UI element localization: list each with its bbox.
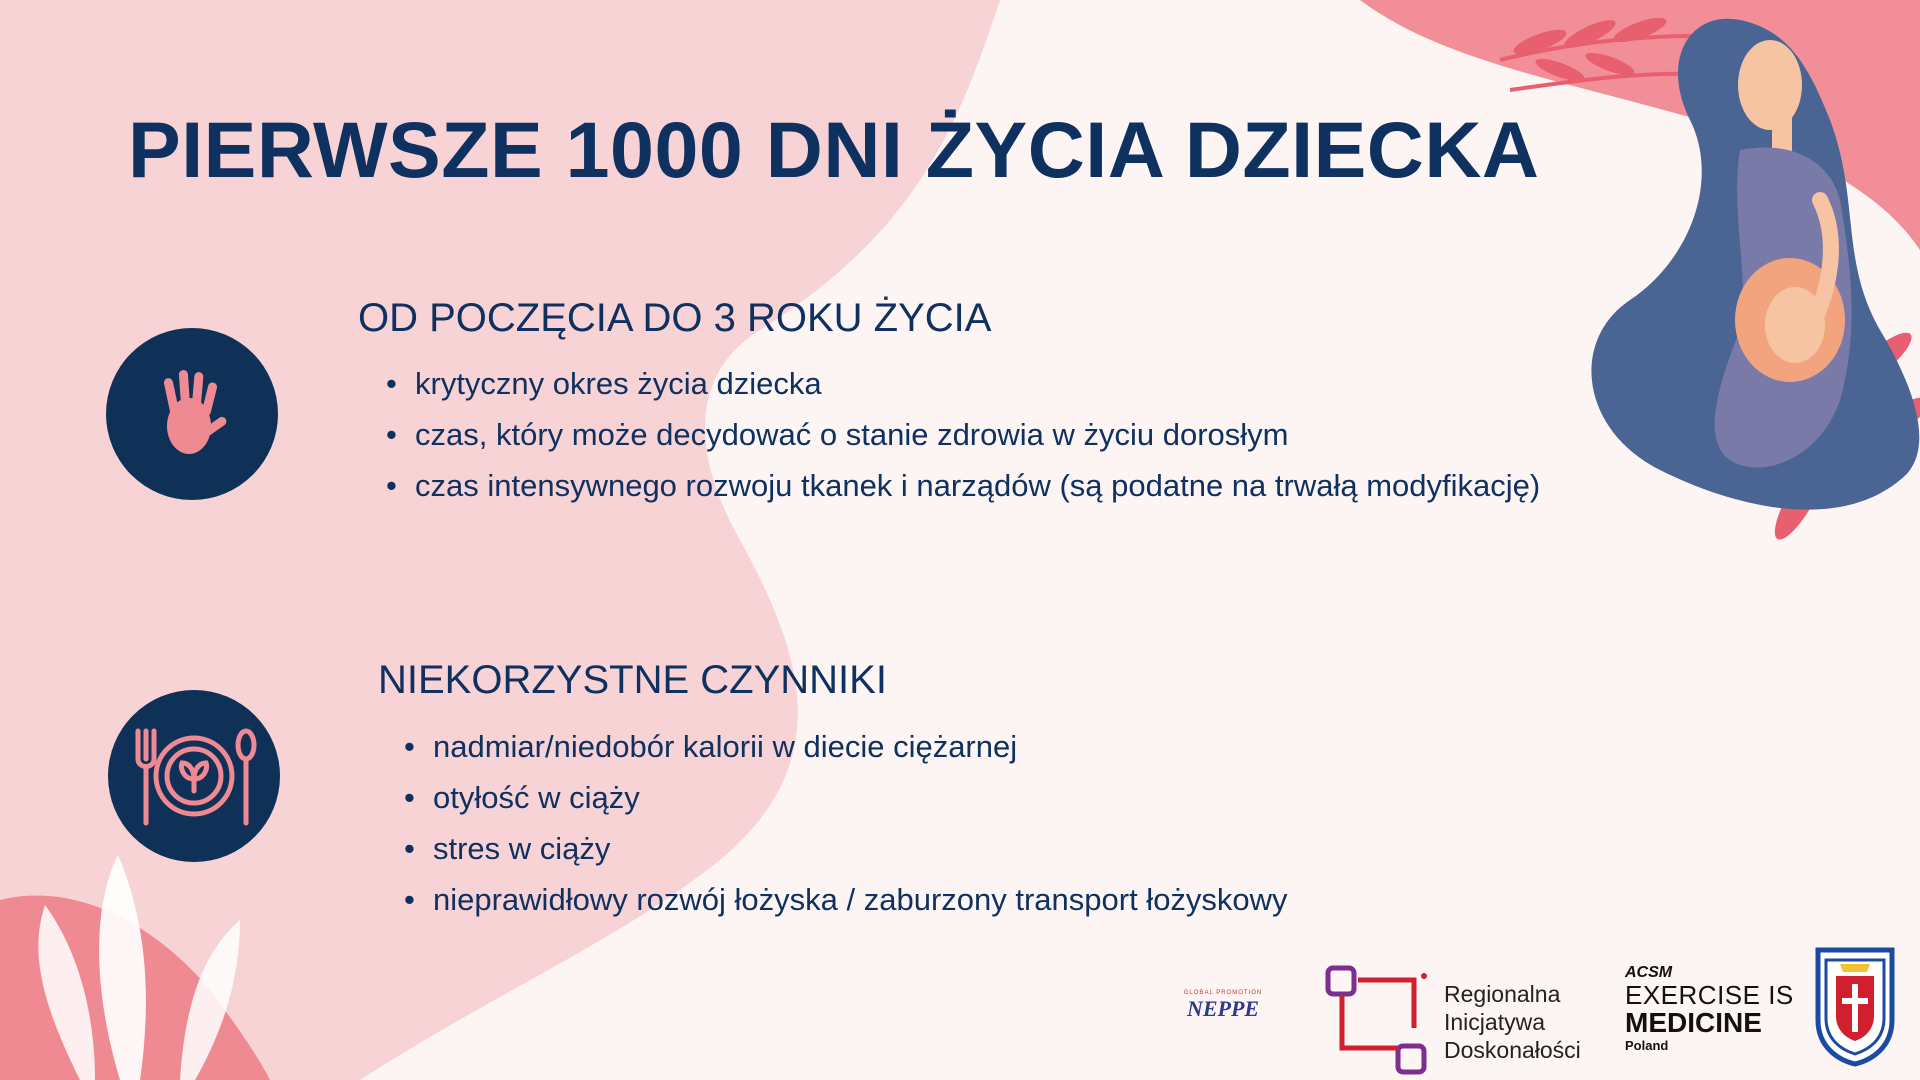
aem-line-1: EXERCISE IS — [1625, 980, 1794, 1010]
hand-print-circle — [106, 328, 278, 500]
list-item: • czas intensywnego rozwoju tkanek i narządów (są podatne na trwałą modyfikację) — [386, 460, 1540, 511]
list-item: • stres w ciąży — [404, 823, 1288, 874]
aem-country: Poland — [1625, 1038, 1669, 1053]
aem-acsm: ACSM — [1625, 964, 1673, 981]
rid-logo-mark — [1322, 964, 1432, 1078]
university-crest-logo — [1810, 942, 1900, 1068]
neppe-tag: GLOBAL PROMOTION — [1183, 990, 1263, 996]
rid-line-3: Doskonałości — [1444, 1037, 1581, 1063]
rid-line-1: Regionalna — [1444, 981, 1561, 1007]
bullet-list-conception — [386, 358, 1540, 511]
aem-line-2: MEDICINE — [1625, 1007, 1762, 1038]
exercise-is-medicine-logo — [1625, 964, 1794, 1053]
section-heading-factors: NIEKORZYSTNE CZYNNIKI — [378, 658, 887, 702]
hand-print-icon — [147, 364, 237, 464]
list-item: • otyłość w ciąży — [404, 772, 1288, 823]
plate-cutlery-circle — [108, 690, 280, 862]
rid-logo-text — [1444, 980, 1581, 1064]
bullet-list-factors — [404, 721, 1288, 925]
slide-title: PIERWSZE 1000 DNI ŻYCIA DZIECKA — [128, 105, 1540, 194]
list-item: • czas, który może decydować o stanie zdrowia w życiu dorosłym — [386, 409, 1540, 460]
neppe-name: NEPPE — [1186, 996, 1260, 1021]
rid-line-2: Inicjatywa — [1444, 1009, 1545, 1035]
list-item: • nadmiar/niedobór kalorii w diecie ciężarnej — [404, 721, 1288, 772]
plate-cutlery-icon — [124, 721, 264, 831]
section-heading-conception: OD POCZĘCIA DO 3 ROKU ŻYCIA — [358, 296, 992, 340]
list-item: • krytyczny okres życia dziecka — [386, 358, 1540, 409]
neppe-logo — [1168, 990, 1278, 1040]
list-item: • nieprawidłowy rozwój łożyska / zaburzony transport łożyskowy — [404, 874, 1288, 925]
